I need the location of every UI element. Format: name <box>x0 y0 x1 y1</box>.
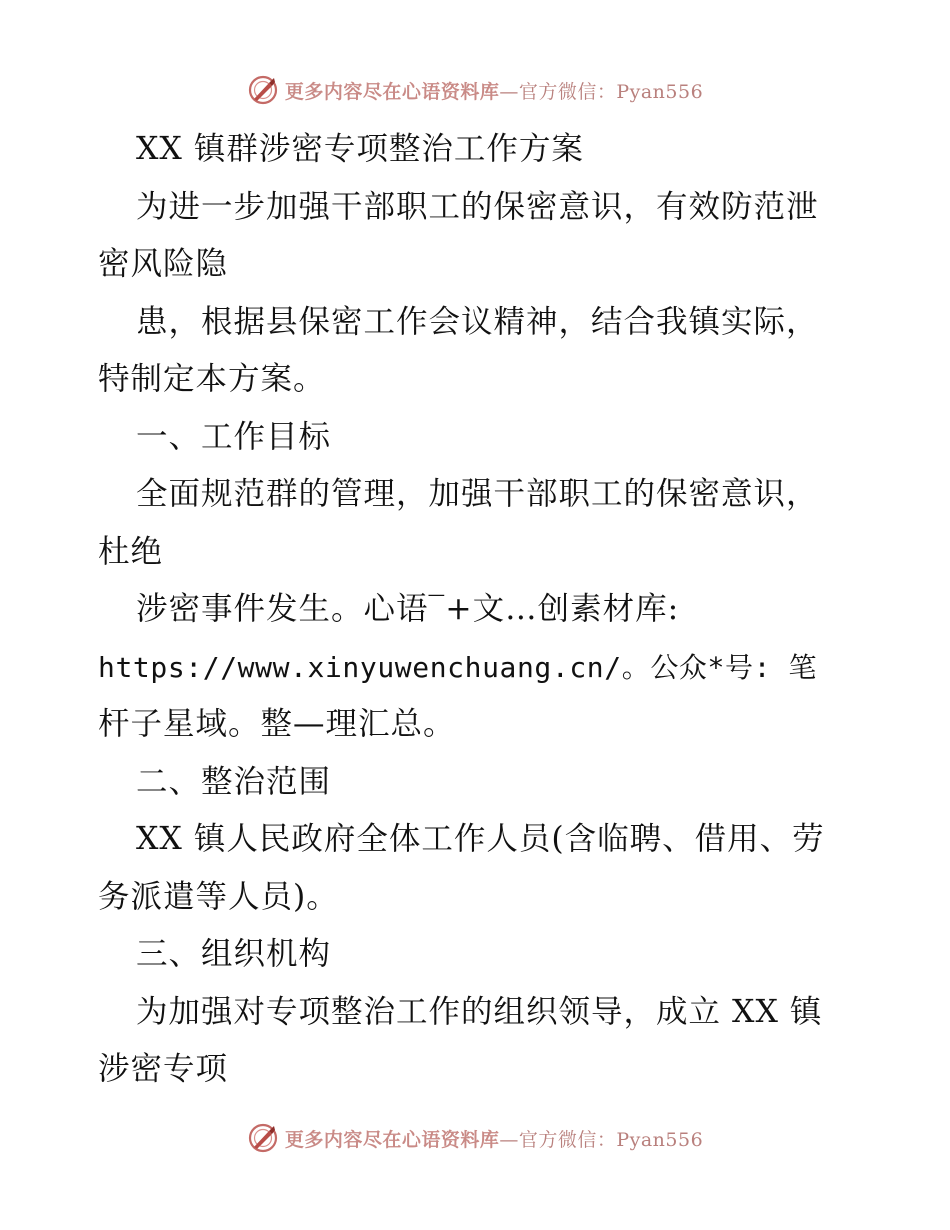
paragraph-line: 特制定本方案。 <box>98 361 326 397</box>
footer-watermark <box>0 1118 950 1158</box>
paragraph-line: 为进一步加强干部职工的保密意识，有效防范泄 <box>136 188 819 225</box>
paragraph-line: 为加强对专项整治工作的组织领导，成立 XX 镇 <box>136 993 823 1030</box>
doc-title: XX 镇群涉密专项整治工作方案 <box>136 131 584 167</box>
quill-seal-icon <box>247 1122 279 1154</box>
document-body <box>98 121 858 1099</box>
url-line: https://www.xinyuwenchuang.cn/。公众*号: 笔 <box>98 650 818 684</box>
paragraph-line: 全面规范群的管理，加强干部职工的保密意识， <box>136 476 819 512</box>
paragraph-line: 涉密事件发生。心语‾+文…创素材库: <box>136 591 680 627</box>
section-heading: 二、整治范围 <box>136 763 332 800</box>
paragraph-line: XX 镇人民政府全体工作人员(含临聘、借用、劳 <box>136 821 825 857</box>
paragraph-line: 涉密专项 <box>98 1051 229 1087</box>
quill-seal-icon <box>247 74 279 106</box>
watermark-text: 更多内容尽在心语资料库—官方微信：Pyan556 <box>284 1128 704 1151</box>
paragraph-line: 杜绝 <box>98 533 164 570</box>
watermark-text: 更多内容尽在心语资料库—官方微信：Pyan556 <box>284 80 704 103</box>
paragraph-line: 杆子星域。整—理汇总。 <box>98 706 456 742</box>
paragraph-line: 务派遣等人员)。 <box>98 878 339 915</box>
section-heading: 一、工作目标 <box>136 418 332 455</box>
section-heading: 三、组织机构 <box>136 936 332 972</box>
paragraph-line: 患，根据县保密工作会议精神，结合我镇实际， <box>136 303 819 340</box>
paragraph-line: 密风险隐 <box>98 246 229 282</box>
header-watermark <box>0 70 950 110</box>
